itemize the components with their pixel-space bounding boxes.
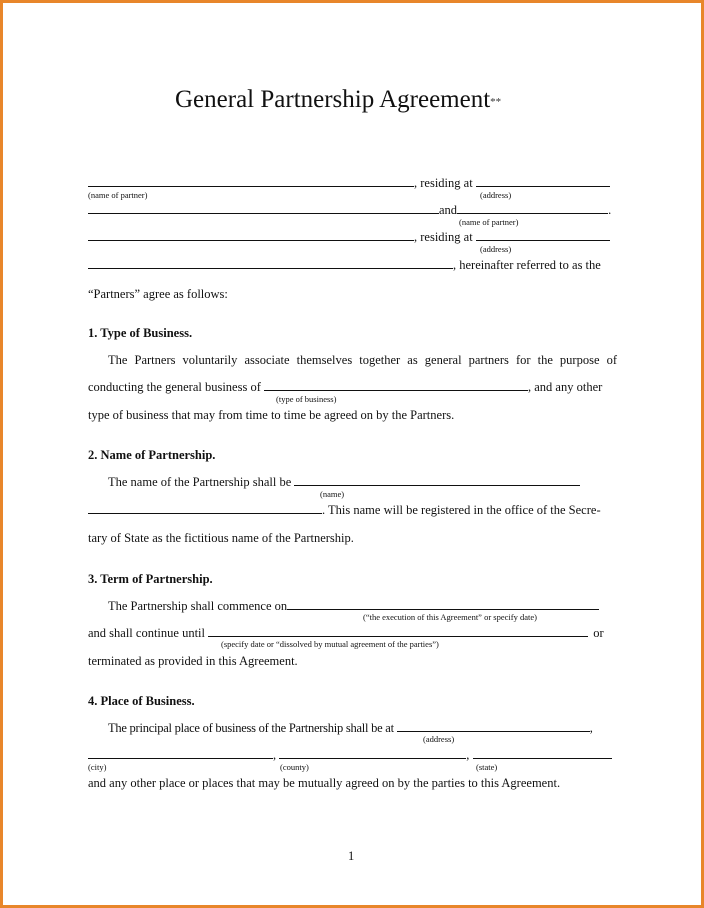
partner-1-name-blank[interactable] (88, 175, 414, 187)
caption-county: (county) (280, 762, 309, 772)
section-4-line-1 (88, 720, 593, 736)
caption-continue-until: (specify date or “dissolved by mutual agreement of the parties”) (221, 639, 439, 649)
section-3-line-2-start: and shall continue until (88, 626, 205, 640)
state-blank[interactable] (473, 747, 612, 759)
document-title (175, 85, 501, 117)
section-4-line-2 (88, 747, 612, 763)
title-text: General Partnership Agreement (175, 86, 491, 113)
type-of-business-blank[interactable] (264, 379, 528, 391)
section-3-line-1-text: The Partnership shall commence on (108, 599, 288, 613)
section-3-line-2-end: or (593, 626, 604, 640)
partnership-name-continued-blank[interactable] (88, 502, 322, 514)
section-4-line-1-text: The principal place of business of the Partnership shall be at (108, 721, 394, 735)
city-blank[interactable] (88, 747, 273, 759)
section-2-line-1 (88, 474, 580, 490)
hereinafter-label: , hereinafter referred to as the (453, 258, 601, 272)
caption-name-of-partner: (name of partner) (88, 190, 148, 200)
title-marker: ** (490, 96, 502, 108)
caption-name-of-partner-2: (name of partner) (459, 217, 519, 227)
section-1-heading: 1. Type of Business. (88, 326, 193, 340)
partner-3-address-blank[interactable] (476, 229, 610, 241)
section-1-line-1: The Partners voluntarily associate themselves together as general partners for the purpose of (108, 353, 617, 367)
caption-address: (address) (480, 190, 512, 200)
caption-name: (name) (320, 489, 345, 499)
county-blank[interactable] (279, 747, 466, 759)
section-1-line-2-end: , and any other (528, 380, 603, 394)
place-of-business-address-blank[interactable] (397, 720, 590, 732)
partnership-name-blank[interactable] (294, 474, 580, 486)
section-2-heading: 2. Name of Partnership. (88, 448, 216, 462)
partner-2-line (88, 202, 611, 218)
partner-3-line (88, 229, 610, 245)
residing-at-label: , residing at (414, 176, 473, 190)
and-label: and (439, 203, 458, 217)
partners-agree-text: “Partners” agree as follows: (88, 287, 228, 301)
section-4-heading: 4. Place of Business. (88, 694, 195, 708)
section-2-line-2 (88, 502, 601, 518)
section-4-line-3: and any other place or places that may be mutually agreed on by the parties to this Agreement. (88, 776, 561, 790)
caption-commence: (“the execution of this Agreement” or specify date) (363, 612, 537, 622)
caption-city: (city) (88, 762, 107, 772)
comma-2: , (466, 748, 470, 762)
partner-4-line (88, 257, 601, 273)
continue-until-blank[interactable] (208, 625, 588, 637)
section-3-line-3: terminated as provided in this Agreement. (88, 654, 298, 668)
comma-1: , (273, 748, 277, 762)
page-number: 1 (348, 849, 355, 863)
partner-1-address-blank[interactable] (476, 175, 610, 187)
section-1-line-3: type of business that may from time to time be agreed on by the Partners. (88, 408, 455, 422)
partner-2-left-blank[interactable] (88, 202, 439, 214)
section-2-line-3: tary of State as the fictitious name of the Partnership. (88, 531, 354, 545)
section-3-heading: 3. Term of Partnership. (88, 572, 213, 586)
caption-type-of-business: (type of business) (276, 394, 337, 404)
partner-2-name-blank[interactable] (457, 202, 608, 214)
period-label: . (608, 203, 612, 217)
partner-4-blank[interactable] (88, 257, 453, 269)
section-2-line-1-text: The name of the Partnership shall be (108, 475, 292, 489)
section-1-line-2-start: conducting the general business of (88, 380, 261, 394)
caption-business-address: (address) (423, 734, 455, 744)
caption-address-2: (address) (480, 244, 512, 254)
section-1-line-2 (88, 379, 602, 395)
commence-date-blank[interactable] (287, 598, 599, 610)
partner-1-line (88, 175, 610, 191)
caption-state: (state) (476, 762, 498, 772)
section-2-line-2-end: . This name will be registered in the office of the Secre- (322, 503, 601, 517)
partner-3-name-blank[interactable] (88, 229, 414, 241)
residing-at-label-2: , residing at (414, 230, 473, 244)
section-4-line-1-end: , (589, 721, 593, 735)
